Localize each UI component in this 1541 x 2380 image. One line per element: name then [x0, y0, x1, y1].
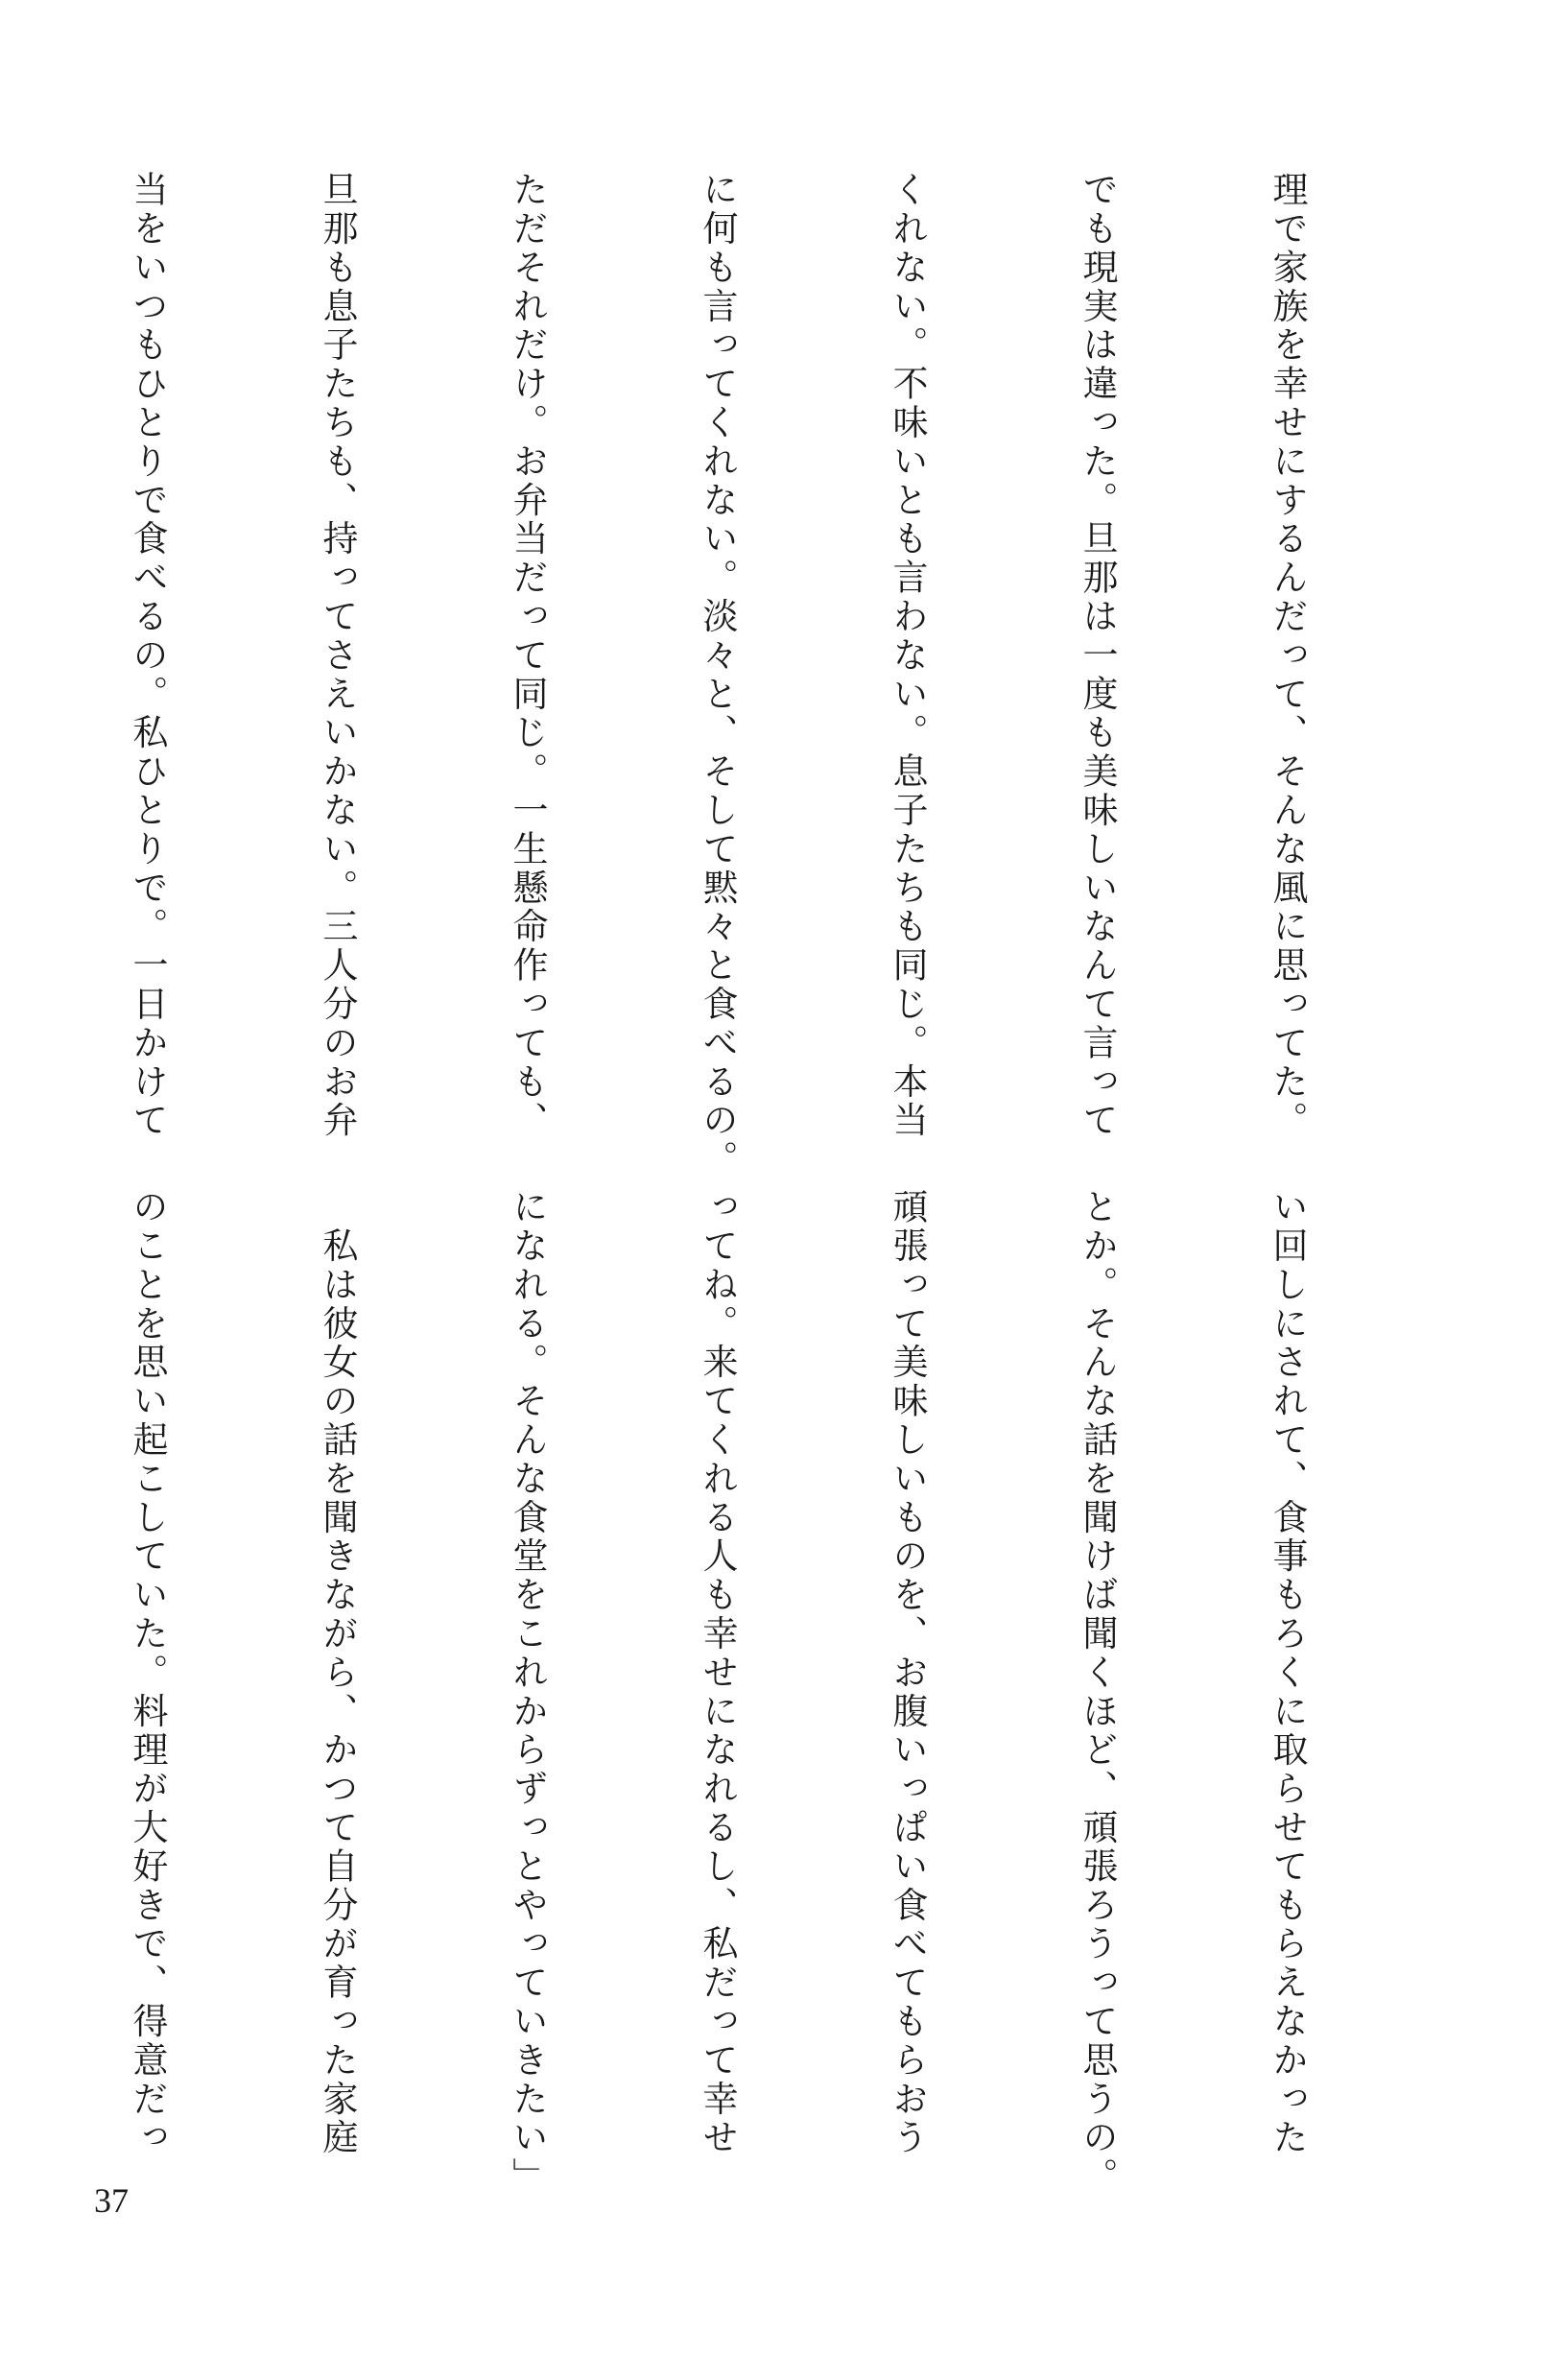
- text-line: 私は彼女の話を聞きながら、かつて自分が育った家庭: [317, 1188, 358, 2157]
- text-line: のことを思い起こしていた。料理が大好きで、得意だっ: [127, 1188, 168, 2157]
- text-block-lower: [0, 1188, 1445, 2197]
- text-line: 理で家族を幸せにするんだって、そんな風に思ってた。: [1267, 171, 1308, 1140]
- text-line: ただそれだけ。お弁当だって同じ。一生懸命作っても、: [507, 171, 548, 1140]
- text-line: 旦那も息子たちも、持ってさえいかない。三人分のお弁: [317, 171, 358, 1140]
- text-line: ってね。来てくれる人も幸せになれるし、私だって幸せ: [697, 1188, 738, 2157]
- text-line: でも現実は違った。旦那は一度も美味しいなんて言って: [1077, 171, 1118, 1140]
- text-block-upper: [0, 171, 1445, 1179]
- text-line: 頑張って美味しいものを、お腹いっぱい食べてもらおう: [887, 1188, 928, 2157]
- text-line: くれない。不味いとも言わない。息子たちも同じ。本当: [887, 171, 928, 1140]
- page-number: 37: [94, 2181, 129, 2220]
- text-line: に何も言ってくれない。淡々と、そして黙々と食べるの。: [697, 171, 738, 1179]
- text-line: 当をいつもひとりで食べるの。私ひとりで。一日かけて: [127, 171, 168, 1140]
- text-line: とか。そんな話を聞けば聞くほど、頑張ろうって思うの。: [1077, 1188, 1118, 2197]
- text-line: い回しにされて、食事もろくに取らせてもらえなかった: [1267, 1188, 1308, 2157]
- text-line: になれる。そんな食堂をこれからずっとやっていきたい」: [507, 1188, 548, 2197]
